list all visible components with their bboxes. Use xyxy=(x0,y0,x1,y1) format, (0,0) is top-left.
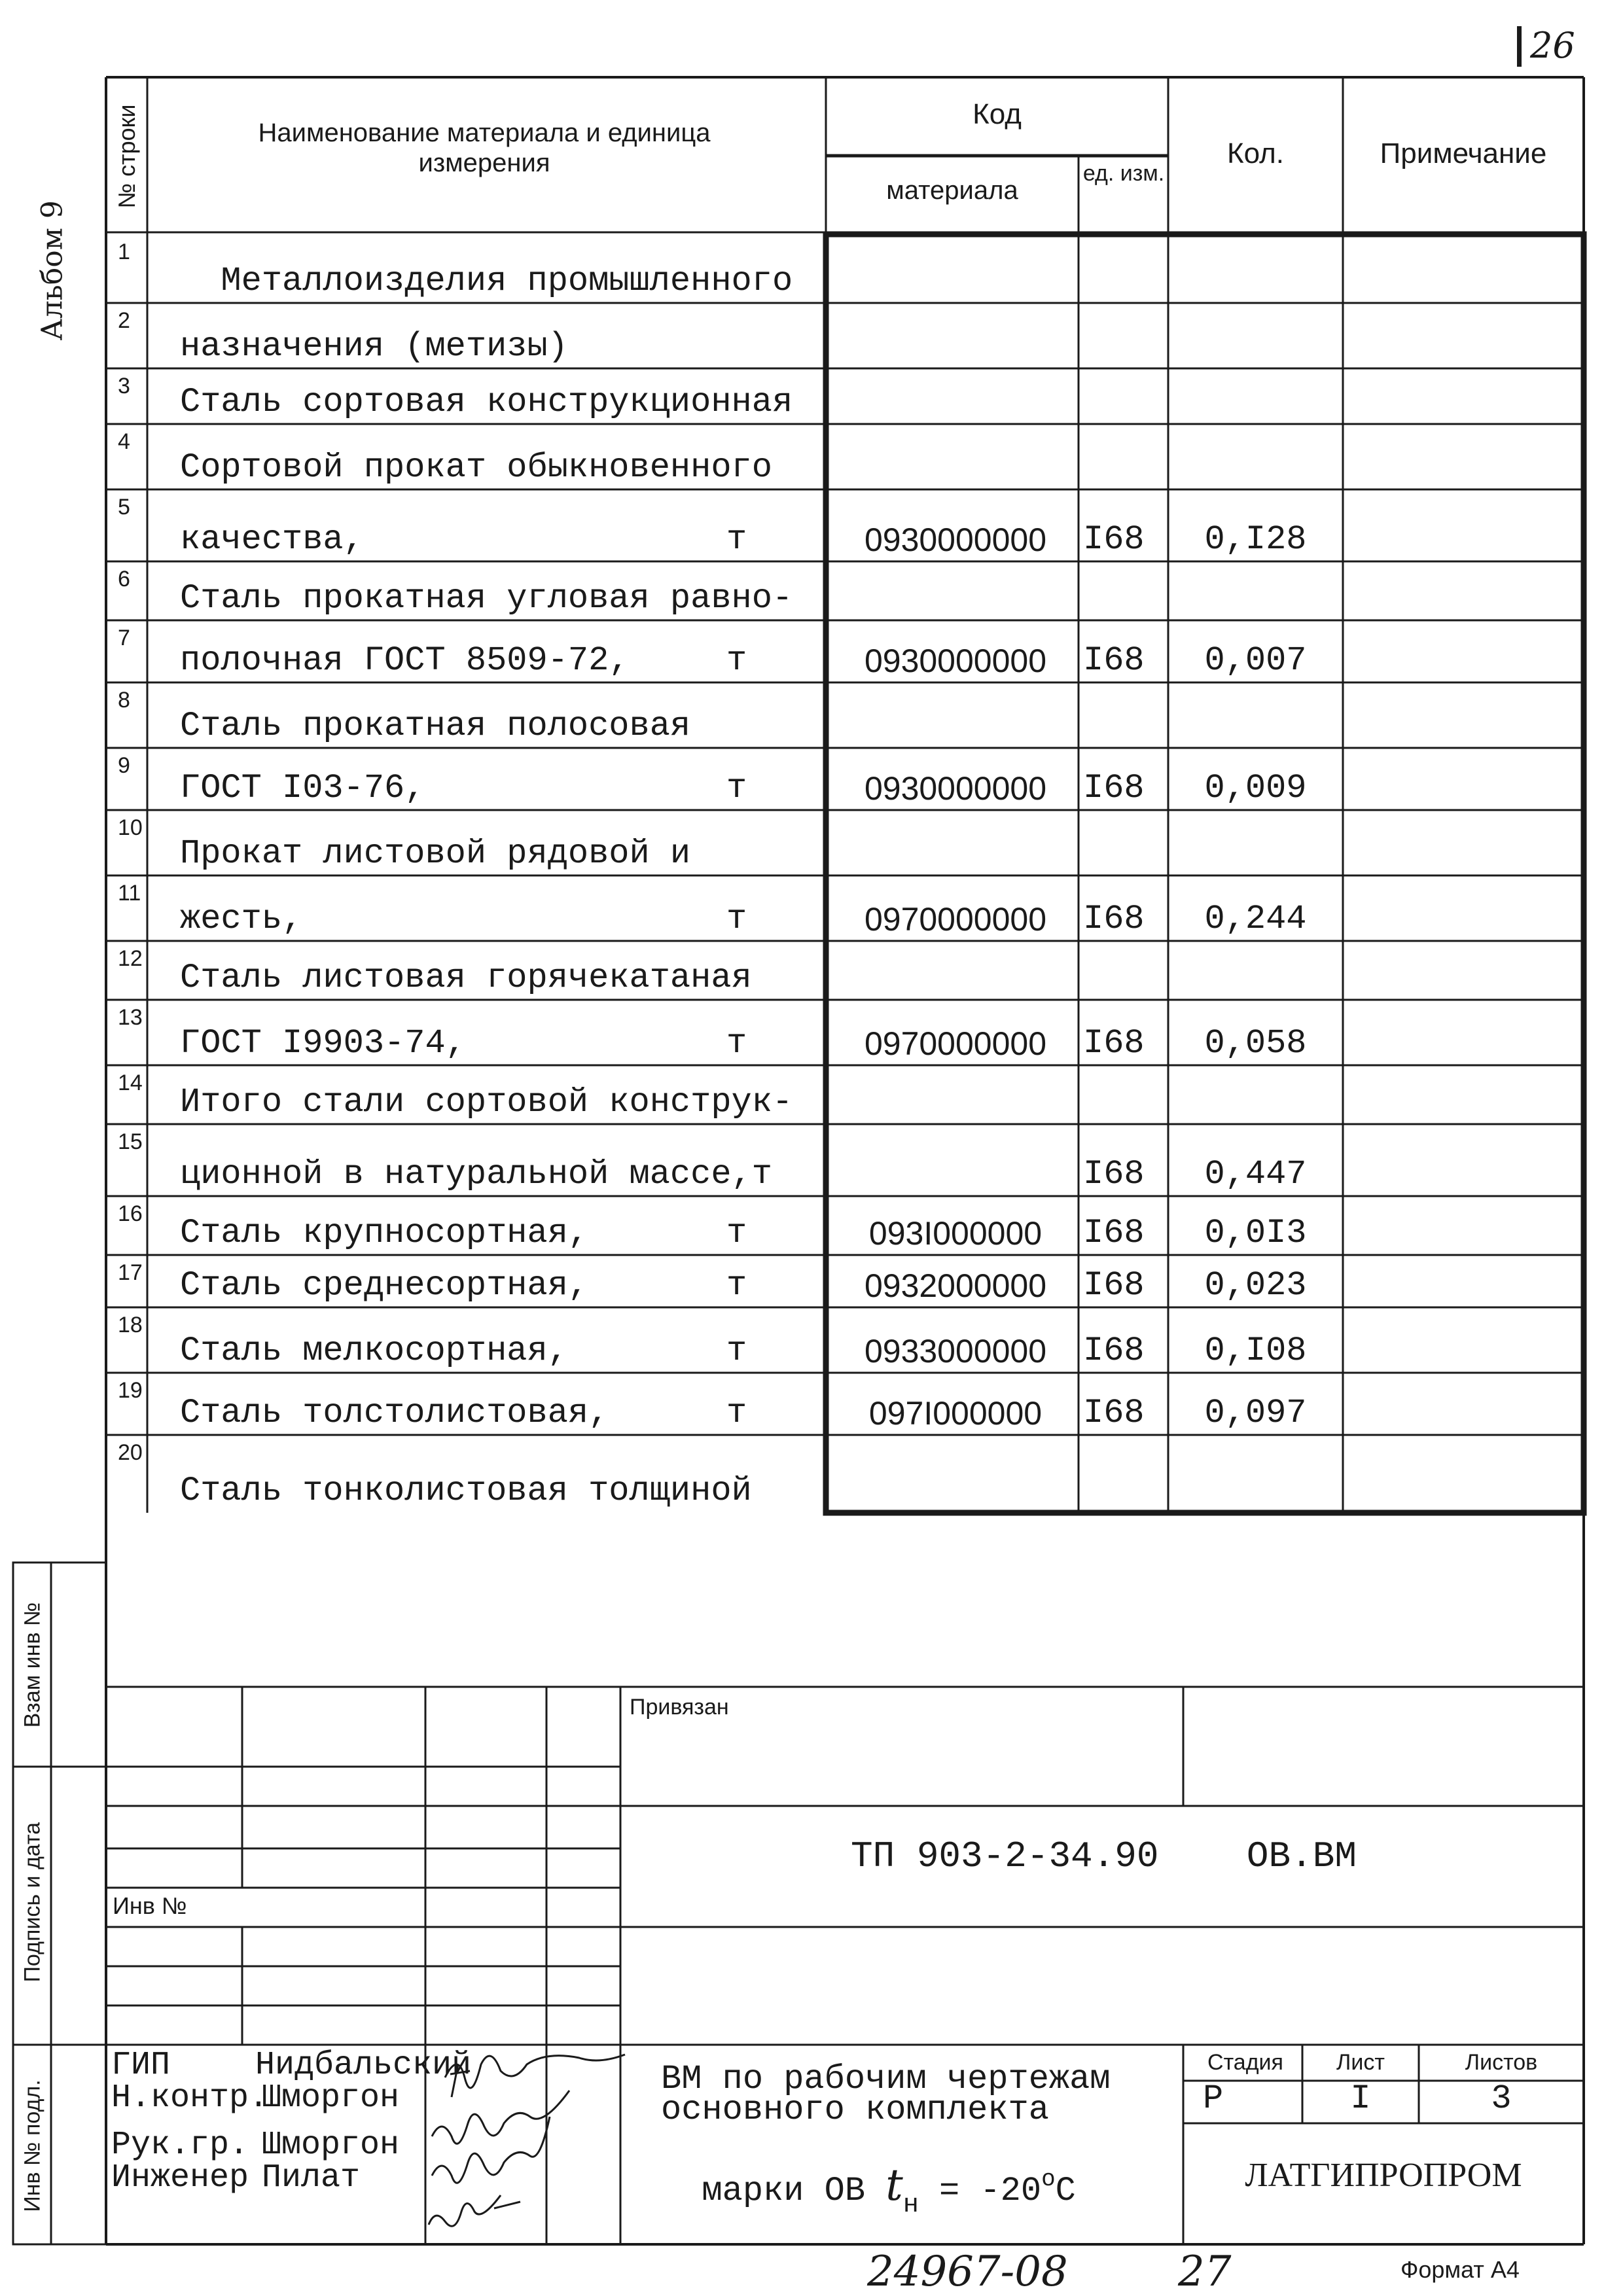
quantity xyxy=(1168,810,1343,875)
quantity: 0,244 xyxy=(1204,900,1307,938)
margin-inv-podl: Инв № подл. xyxy=(20,2079,45,2212)
sheets-label: Листов xyxy=(1465,2050,1538,2075)
material-code xyxy=(834,941,1077,1000)
sheet-number: 26 xyxy=(1530,25,1575,66)
unit-symbol xyxy=(726,682,759,748)
material-name: Сталь прокатная полосовая xyxy=(180,707,691,745)
table-row xyxy=(0,303,1584,368)
table-row xyxy=(0,1065,1584,1124)
material-code xyxy=(834,1124,1077,1196)
material-code: 093I000000 xyxy=(868,1215,1043,1252)
material-code: 0970000000 xyxy=(864,1025,1047,1062)
header-name: Наименование материала и единица измерения xyxy=(258,118,711,177)
material-code: 0930000000 xyxy=(864,643,1047,679)
row-number: 4 xyxy=(118,429,130,454)
quantity: 0,I08 xyxy=(1204,1332,1307,1370)
staff-name-2: Шморгон xyxy=(262,2079,400,2117)
row-number: 8 xyxy=(118,688,130,713)
document-title-line-3 xyxy=(661,2121,1076,2220)
quantity: 0,023 xyxy=(1204,1266,1307,1305)
quantity xyxy=(1168,424,1343,489)
quantity xyxy=(1168,561,1343,620)
table-row xyxy=(0,561,1584,620)
table-row xyxy=(0,941,1584,1000)
document-title-line-2: основного комплекта xyxy=(661,2091,1049,2129)
material-name: Металлоизделия промышленного xyxy=(180,262,793,300)
table-row xyxy=(0,1255,1584,1307)
row-number: 18 xyxy=(118,1313,143,1337)
row-number: 15 xyxy=(118,1129,143,1154)
album-label: Альбом 9 xyxy=(35,200,69,341)
material-name: Сортовой прокат обыкновенного xyxy=(180,448,772,487)
header-code-unit: ед. изм. xyxy=(1082,161,1165,186)
unit-symbol xyxy=(726,303,759,368)
quantity xyxy=(1168,234,1343,303)
material-code xyxy=(834,682,1077,748)
unit-code: I68 xyxy=(1083,900,1145,938)
row-number: 11 xyxy=(118,881,141,906)
row-number: 3 xyxy=(118,374,130,398)
table-row xyxy=(0,1196,1584,1255)
material-name: Итого стали сортовой конструк- xyxy=(180,1083,793,1122)
staff-name-4: Пилат xyxy=(262,2159,361,2197)
unit-symbol xyxy=(726,561,759,620)
table-row xyxy=(0,489,1584,561)
row-number: 12 xyxy=(118,946,143,971)
unit-symbol: т xyxy=(726,1266,747,1305)
material-code: 0930000000 xyxy=(864,521,1047,558)
unit-code xyxy=(1083,424,1168,489)
document-title-line-1: ВМ по рабочим чертежам xyxy=(661,2060,1111,2098)
material-name: Сталь тонколистовая толщиной xyxy=(180,1472,752,1510)
material-code xyxy=(834,424,1077,489)
material-name: Прокат листовой рядовой и xyxy=(180,834,691,873)
title-degree: о xyxy=(1041,2166,1056,2193)
table-row xyxy=(0,875,1584,941)
unit-symbol xyxy=(726,368,759,424)
unit-symbol xyxy=(726,810,759,875)
unit-symbol: т xyxy=(726,1394,747,1432)
row-number: 1 xyxy=(118,239,130,264)
material-name: Сталь крупносортная, xyxy=(180,1214,589,1252)
row-number: 19 xyxy=(118,1378,143,1403)
quantity: 0,009 xyxy=(1204,769,1307,807)
unit-symbol xyxy=(726,1124,759,1196)
unit-code: I68 xyxy=(1083,1332,1145,1370)
unit-code: I68 xyxy=(1083,1266,1145,1305)
unit-symbol: т xyxy=(726,520,747,559)
material-code: 097I000000 xyxy=(868,1395,1043,1432)
quantity xyxy=(1168,941,1343,1000)
material-name: Сталь среднесортная, xyxy=(180,1266,589,1305)
material-name: Сталь сортовая конструкционная xyxy=(180,383,793,421)
material-name: Сталь мелкосортная, xyxy=(180,1332,568,1370)
material-name: назначения (метизы) xyxy=(180,327,568,366)
table-row xyxy=(0,682,1584,748)
staff-role-3: Рук.гр. xyxy=(111,2127,249,2164)
sheets-value: 3 xyxy=(1491,2079,1512,2118)
header-code-material: материала xyxy=(886,176,1018,205)
unit-symbol: т xyxy=(726,1214,747,1252)
unit-code xyxy=(1083,810,1168,875)
quantity: 0,097 xyxy=(1204,1394,1307,1432)
unit-code: I68 xyxy=(1083,1394,1145,1432)
header-qty: Кол. xyxy=(1226,137,1285,169)
table-row xyxy=(0,368,1584,424)
unit-code xyxy=(1083,303,1168,368)
material-code xyxy=(834,561,1077,620)
quantity xyxy=(1168,682,1343,748)
organization-name: ЛАТГИПРОПРОМ xyxy=(1245,2157,1522,2194)
staff-name-1: Нидбальский xyxy=(255,2047,472,2084)
row-number: 6 xyxy=(118,567,130,592)
table-row xyxy=(0,748,1584,810)
unit-symbol: т xyxy=(726,1024,747,1063)
material-code xyxy=(834,1065,1077,1124)
material-code xyxy=(834,368,1077,424)
unit-code: I68 xyxy=(1083,1214,1145,1252)
table-row xyxy=(0,234,1584,303)
row-number: 16 xyxy=(118,1201,143,1226)
table-row xyxy=(0,810,1584,875)
row-number: 7 xyxy=(118,626,130,650)
material-code: 0932000000 xyxy=(864,1267,1047,1304)
material-name: Сталь листовая горячекатаная xyxy=(180,959,752,997)
quantity: 0,447 xyxy=(1204,1155,1307,1193)
material-name: ГОСТ I9903-74, xyxy=(180,1024,466,1063)
unit-symbol xyxy=(726,1065,759,1124)
table-row xyxy=(0,1435,1584,1513)
unit-symbol xyxy=(726,234,759,303)
table-row xyxy=(0,1000,1584,1065)
staff-role-2: Н.контр. xyxy=(111,2079,269,2117)
unit-code xyxy=(1083,941,1168,1000)
unit-code xyxy=(1083,368,1168,424)
sheet-label: Лист xyxy=(1336,2050,1385,2075)
quantity xyxy=(1168,368,1343,424)
unit-symbol: т xyxy=(726,900,747,938)
title-t-symbol: t xyxy=(885,2160,903,2210)
quantity: 0,007 xyxy=(1204,641,1307,680)
table-row xyxy=(0,1307,1584,1373)
unit-symbol: т xyxy=(726,769,747,807)
footer-page-number: 27 xyxy=(1178,2248,1232,2296)
material-code xyxy=(834,810,1077,875)
stage-label: Стадия xyxy=(1207,2050,1283,2075)
sheet-value: I xyxy=(1350,2079,1371,2118)
row-number: 2 xyxy=(118,308,130,333)
header-note: Примечание xyxy=(1380,137,1547,169)
quantity: 0,0I3 xyxy=(1204,1214,1307,1252)
title-celsius: С xyxy=(1055,2172,1076,2210)
staff-role-1: ГИП xyxy=(111,2047,171,2084)
margin-podpis-data: Подпись и дата xyxy=(20,1822,45,1983)
material-code xyxy=(834,234,1077,303)
row-number: 9 xyxy=(118,753,130,778)
unit-code xyxy=(1083,234,1168,303)
quantity xyxy=(1168,1435,1343,1513)
material-code: 0930000000 xyxy=(864,770,1047,807)
footer-doc-number: 24967-08 xyxy=(867,2248,1068,2296)
material-code: 0970000000 xyxy=(864,901,1047,938)
material-name: ГОСТ I03-76, xyxy=(180,769,425,807)
material-name: полочная ГОСТ 8509-72, xyxy=(180,641,630,680)
unit-code xyxy=(1083,561,1168,620)
title-marka: марки ОВ xyxy=(702,2172,886,2210)
material-name: ционной в натуральной массе,т xyxy=(180,1155,772,1193)
header-row-no: № строки xyxy=(113,104,140,209)
unit-symbol xyxy=(726,424,759,489)
stage-value: Р xyxy=(1203,2079,1224,2118)
header-code: Код xyxy=(972,98,1022,130)
material-code xyxy=(834,1435,1077,1513)
quantity: 0,058 xyxy=(1204,1024,1307,1063)
unit-symbol xyxy=(726,1435,759,1513)
unit-code: I68 xyxy=(1083,1024,1145,1063)
unit-symbol: т xyxy=(726,1332,747,1370)
title-temperature: = -20 xyxy=(918,2172,1042,2210)
margin-vzam-inv: Взам инв № xyxy=(20,1602,45,1728)
unit-code: I68 xyxy=(1083,769,1145,807)
unit-code xyxy=(1083,1065,1168,1124)
footer-format: Формат А4 xyxy=(1400,2256,1520,2283)
unit-symbol xyxy=(726,941,759,1000)
quantity xyxy=(1168,303,1343,368)
unit-code xyxy=(1083,1435,1168,1513)
material-name: жесть, xyxy=(180,900,303,938)
unit-code xyxy=(1083,682,1168,748)
material-code: 0933000000 xyxy=(864,1333,1047,1369)
title-t-subscript: н xyxy=(902,2191,919,2220)
row-number: 10 xyxy=(118,815,143,840)
quantity: 0,I28 xyxy=(1204,520,1307,559)
inv-no-label: Инв № xyxy=(113,1892,187,1919)
unit-code: I68 xyxy=(1083,1155,1145,1193)
unit-code: I68 xyxy=(1083,641,1145,680)
table-row xyxy=(0,1124,1584,1196)
row-number: 17 xyxy=(118,1260,143,1285)
row-number: 5 xyxy=(118,495,130,520)
signatures xyxy=(419,2038,635,2241)
privyazan-label: Привязан xyxy=(630,1695,729,1720)
table-row xyxy=(0,424,1584,489)
quantity xyxy=(1168,1065,1343,1124)
unit-symbol: т xyxy=(726,641,747,680)
material-name: Сталь толстолистовая, xyxy=(180,1394,609,1432)
row-number: 14 xyxy=(118,1070,143,1095)
material-name: Сталь прокатная угловая равно- xyxy=(180,579,793,618)
document-code: ТП 903-2-34.90 ОВ.ВМ xyxy=(851,1835,1357,1877)
table-row xyxy=(0,1373,1584,1435)
row-number: 13 xyxy=(118,1005,143,1030)
material-name: качества, xyxy=(180,520,364,559)
table-row xyxy=(0,620,1584,682)
material-code xyxy=(834,303,1077,368)
row-number: 20 xyxy=(118,1440,143,1465)
staff-role-4: Инженер xyxy=(111,2159,249,2197)
unit-code: I68 xyxy=(1083,520,1145,559)
staff-name-3: Шморгон xyxy=(262,2127,400,2164)
